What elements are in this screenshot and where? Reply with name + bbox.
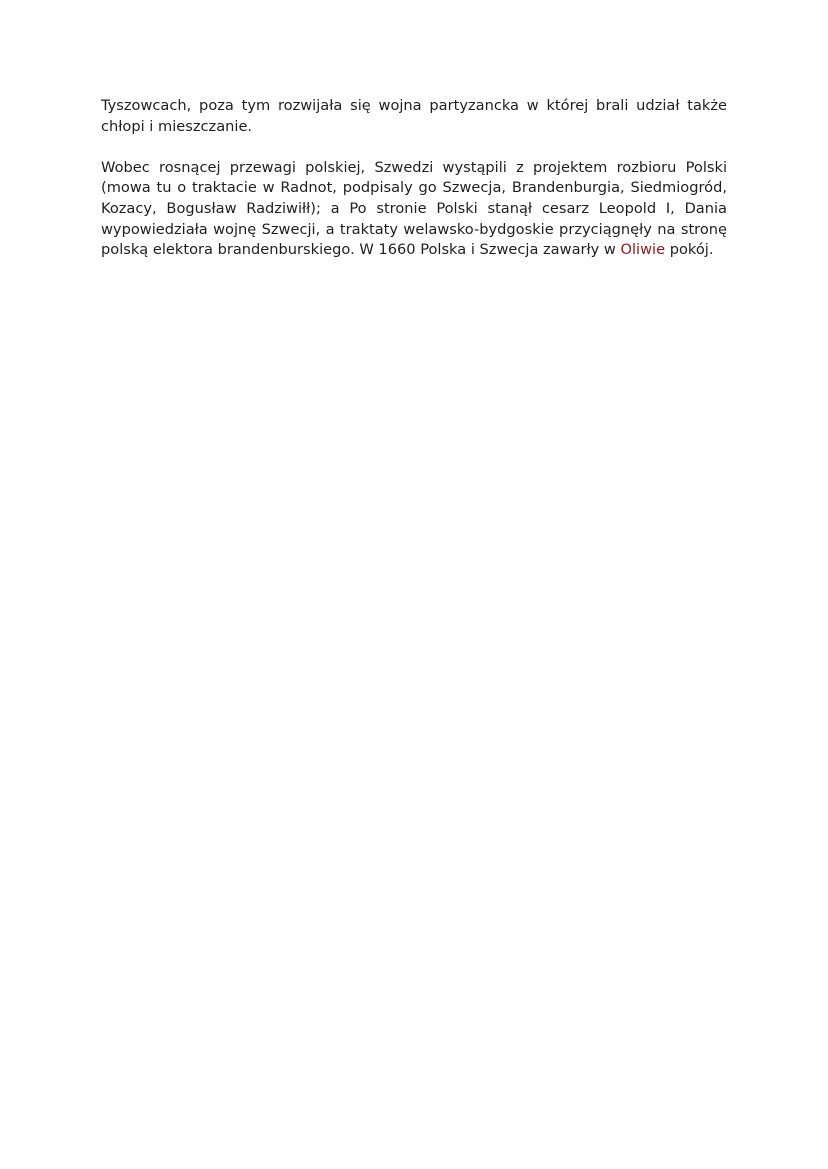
document-body <box>101 96 727 261</box>
paragraph-text-before-link: Wobec rosnącej przewagi polskiej, Szwedzi wystąpili z projektem rozbioru Polski (mowa tu o traktacie w Radnot, podpisaly go Szwecja, Brandenburgia, Siedmiogród, Kozacy, Bogusław Radziwiłł); a Po stronie Polski stanął cesarz Leopold I, Dania wypowiedziała wojnę Szwecji, a traktaty welawsko-bydgoskie przyciągnęły na stronę polską elektora brandenburskiego. W 1660 Polska i Szwecja zawarły w <box>101 158 727 259</box>
paragraph-text-after-link: pokój. <box>665 241 714 259</box>
oliwa-link[interactable]: Oliwie <box>620 241 666 259</box>
paragraph-partisan-war: Tyszowcach, poza tym rozwijała się wojna partyzancka w której brali udział także chłopi i mieszczanie. <box>101 97 727 135</box>
paragraph-peace-of-oliwa <box>101 158 727 261</box>
